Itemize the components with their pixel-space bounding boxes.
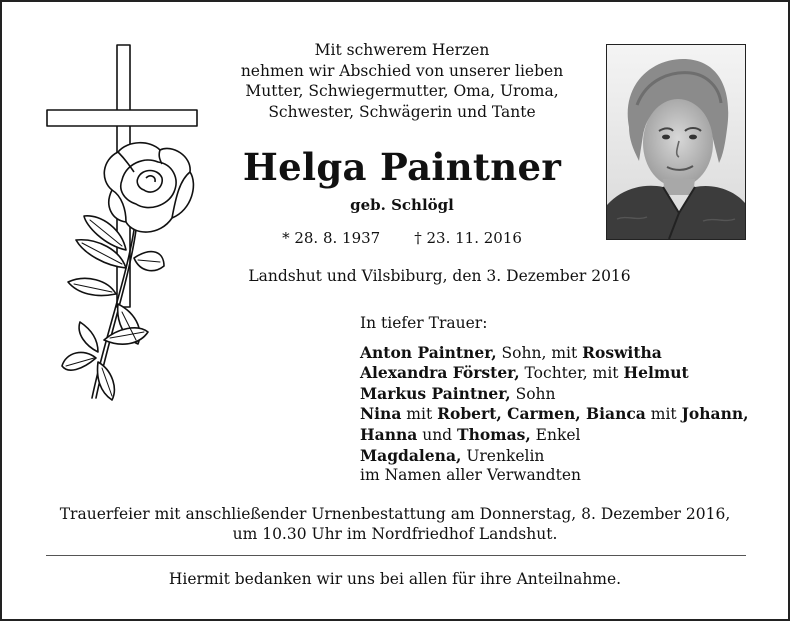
life-dates [212, 229, 592, 247]
service-line: um 10.30 Uhr im Nordfriedhof Landshut. [232, 525, 558, 543]
intro-line: nehmen wir Abschied von unserer lieben [240, 61, 564, 80]
mourner-name: Thomas, [457, 424, 531, 444]
maiden-name: geb. Schlögl [350, 196, 454, 214]
mourner-name: Alexandra Förster, [360, 363, 520, 383]
mourner-row [360, 425, 780, 446]
mourner-row [360, 343, 780, 364]
mourner-row [360, 363, 780, 384]
mourner-row [360, 384, 780, 405]
funeral-service-info [12, 504, 778, 544]
portrait-photo [606, 44, 746, 240]
mourner-row [360, 446, 780, 467]
mourner-relation: Enkel [530, 425, 581, 444]
mourner-name: Magdalena, [360, 445, 462, 465]
mourner-relation: Urenkelin [461, 446, 545, 465]
mourner-rows [360, 343, 780, 486]
cross-with-rose-icon [42, 40, 207, 410]
mourner-relation: Tochter, mit [519, 364, 624, 383]
intro-line: Schwester, Schwägerin und Tante [268, 102, 536, 121]
mourner-name: Roswitha [582, 342, 662, 362]
mourner-row [360, 466, 780, 486]
thanks-line: Hiermit bedanken wir uns bei allen für ihre Anteilnahme. [168, 570, 622, 588]
intro-text [212, 40, 592, 122]
mourner-relation: Sohn, mit [496, 343, 583, 362]
mourners-list [360, 314, 780, 486]
mourner-relation: mit [401, 405, 438, 424]
death-date: † 23. 11. 2016 [414, 229, 522, 247]
place-and-date: Landshut und Vilsbiburg, den 3. Dezember 2016 [248, 267, 631, 285]
deceased-name: Helga Paintner [242, 145, 562, 189]
service-line: Trauerfeier mit anschließender Urnenbestattung am Donnerstag, 8. Dezember 2016, [59, 505, 731, 523]
mourner-name: Nina [360, 404, 402, 424]
mourner-relation: Sohn [510, 384, 556, 403]
mourner-relation: und [417, 425, 458, 444]
mourner-name: Helmut [623, 363, 689, 383]
mourner-row [360, 404, 780, 425]
birth-date: * 28. 8. 1937 [282, 229, 381, 247]
intro-line: Mutter, Schwiegermutter, Oma, Uroma, [245, 82, 559, 100]
mourner-name: Hanna [360, 424, 418, 444]
mourner-name: Markus Paintner, [360, 383, 511, 403]
mourner-relation: im Namen aller Verwandten [360, 466, 581, 485]
mourner-name: Anton Paintner, [360, 342, 497, 362]
mourner-name: Johann, [681, 404, 749, 424]
portrait-image [607, 45, 745, 239]
divider [46, 555, 746, 556]
mourner-name: Robert, Carmen, Bianca [437, 404, 646, 424]
intro-line: Mit schwerem Herzen [314, 41, 490, 59]
mourner-relation: mit [645, 405, 682, 424]
mourning-heading: In tiefer Trauer: [360, 314, 488, 332]
